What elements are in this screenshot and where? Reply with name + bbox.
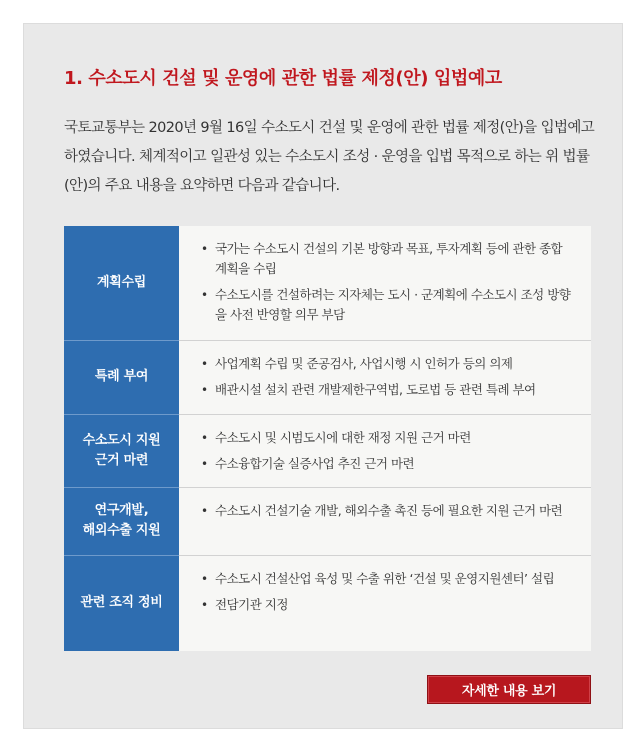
row-heading [64, 555, 179, 651]
table-row [64, 555, 591, 651]
row-heading-line: 해외수출 지원 [82, 523, 161, 538]
list-item [201, 454, 573, 474]
row-content [179, 487, 591, 555]
summary-table-body [64, 226, 591, 651]
list-item-text: 사업계획 수립 및 준공검사, 사업시행 시 인허가 등의 의제 [215, 355, 513, 371]
list-item-text: 배관시설 설치 관련 개발제한구역법, 도로법 등 관련 특례 부여 [215, 381, 536, 397]
row-heading [64, 340, 179, 414]
list-item [201, 428, 573, 448]
list-item-text: 수소융합기술 실증사업 추진 근거 마련 [215, 455, 415, 471]
row-content [179, 555, 591, 651]
section-title: 1. 수소도시 건설 및 운영에 관한 법률 제정(안) 입법예고 [64, 68, 502, 89]
table-row [64, 340, 591, 414]
row-heading-line: 관련 조직 정비 [80, 595, 163, 611]
bullet-list [179, 488, 591, 534]
list-item [201, 354, 573, 374]
bullet-list [179, 556, 591, 628]
list-item [201, 569, 573, 589]
row-heading [64, 487, 179, 555]
list-item [201, 595, 573, 615]
bullet-icon: • [201, 288, 208, 302]
list-item-text: 수소도시 및 시범도시에 대한 재정 지원 근거 마련 [215, 429, 471, 445]
bullet-list [179, 415, 591, 487]
row-heading [64, 414, 179, 487]
bullet-icon: • [201, 503, 208, 518]
row-heading-line: 근거 마련 [94, 452, 149, 468]
bullet-icon: • [201, 242, 208, 256]
row-heading-line: 특례 부여 [94, 369, 149, 384]
bullet-icon: • [201, 597, 208, 612]
table-row [64, 226, 591, 340]
list-item [201, 239, 573, 279]
bullet-icon: • [201, 571, 208, 586]
row-content [179, 226, 591, 340]
row-heading [64, 226, 179, 340]
row-heading-line: 연구개발, [94, 503, 149, 518]
bullet-icon: • [201, 382, 208, 397]
list-item [201, 285, 573, 325]
list-item-text: 전담기관 지정 [215, 596, 288, 612]
row-content [179, 414, 591, 487]
table-row [64, 414, 591, 487]
list-item-text: 국가는 수소도시 건설의 기본 방향과 목표, 투자계획 등에 관한 종합계획을 수립 [215, 241, 563, 276]
summary-table [64, 226, 591, 651]
bullet-icon: • [201, 430, 208, 445]
view-details-button[interactable]: 자세한 내용 보기 [427, 675, 591, 704]
row-content [179, 340, 591, 414]
row-heading-line: 수소도시 지원 [82, 432, 161, 448]
list-item [201, 501, 573, 521]
bullet-icon: • [201, 356, 208, 371]
table-row [64, 487, 591, 555]
list-item-text: 수소도시를 건설하려는 지자체는 도시 · 군계획에 수소도시 조성 방향을 사전 반영할 의무 부담 [215, 287, 571, 322]
list-item-text: 수소도시 건설산업 육성 및 수출 위한 ‘건설 및 운영지원센터’ 설립 [215, 570, 555, 586]
bullet-icon: • [201, 456, 208, 471]
list-item-text: 수소도시 건설기술 개발, 해외수출 촉진 등에 필요한 지원 근거 마련 [215, 502, 563, 518]
content-panel [23, 23, 623, 729]
bullet-list [179, 341, 591, 413]
list-item [201, 380, 573, 400]
intro-paragraph: 국토교통부는 2020년 9월 16일 수소도시 건설 및 운영에 관한 법률 제정(안)을 입법예고하였습니다. 체계적이고 일관성 있는 수소도시 조성 · 운영을 입법 목적으로 하는 위 법률(안)의 주요 내용을 요약하면 다음과 같습니다. [64, 120, 595, 194]
row-heading-line: 계획수립 [96, 274, 147, 290]
bullet-list [179, 226, 591, 338]
